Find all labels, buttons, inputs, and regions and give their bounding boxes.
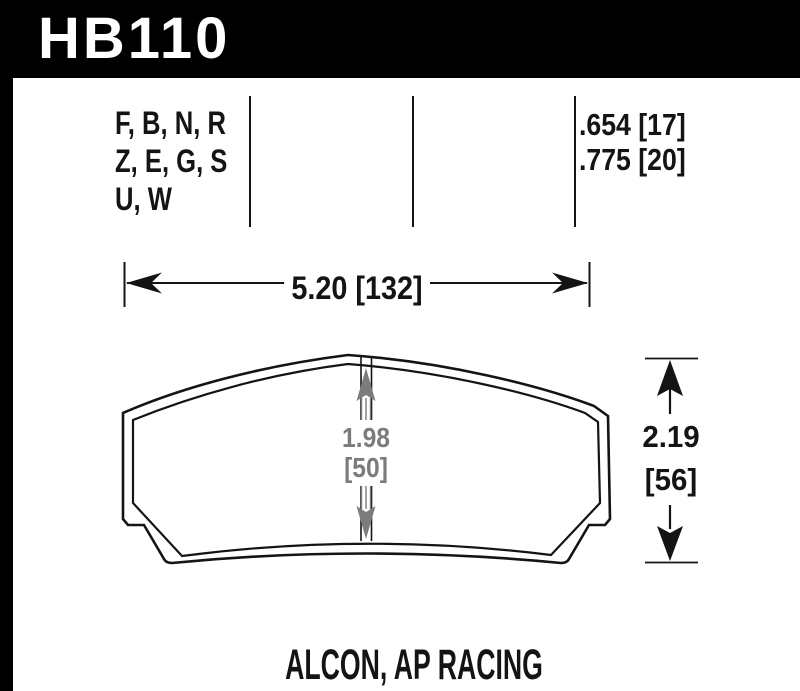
compound-codes-line-3: U, W [115,181,172,217]
part-number: HB110 [38,6,231,71]
pad-thickness-value-1: .654 [17] [579,107,686,142]
applications-label: ALCON, AP RACING [285,641,543,689]
compound-codes-line-1: F, B, N, R [115,105,226,141]
up-arrow-icon [357,368,376,401]
center-height-mm: [50] [344,452,388,483]
center-height-label [337,420,396,486]
down-arrow-shaft [362,486,371,509]
overall-height-label [642,415,699,501]
width-dimension-label: 5.20 [132] [284,269,430,307]
up-arrow-shaft [362,398,371,420]
pad-thickness-value-2: .775 [20] [579,142,686,177]
compound-codes-line-2: Z, E, G, S [115,143,228,179]
center-height-inches: 1.98 [342,422,390,453]
down-arrow-icon [357,506,376,539]
overall-height-mm: [56] [644,462,698,497]
overall-height-inches: 2.19 [642,419,700,454]
down-arrow-icon [657,526,683,561]
